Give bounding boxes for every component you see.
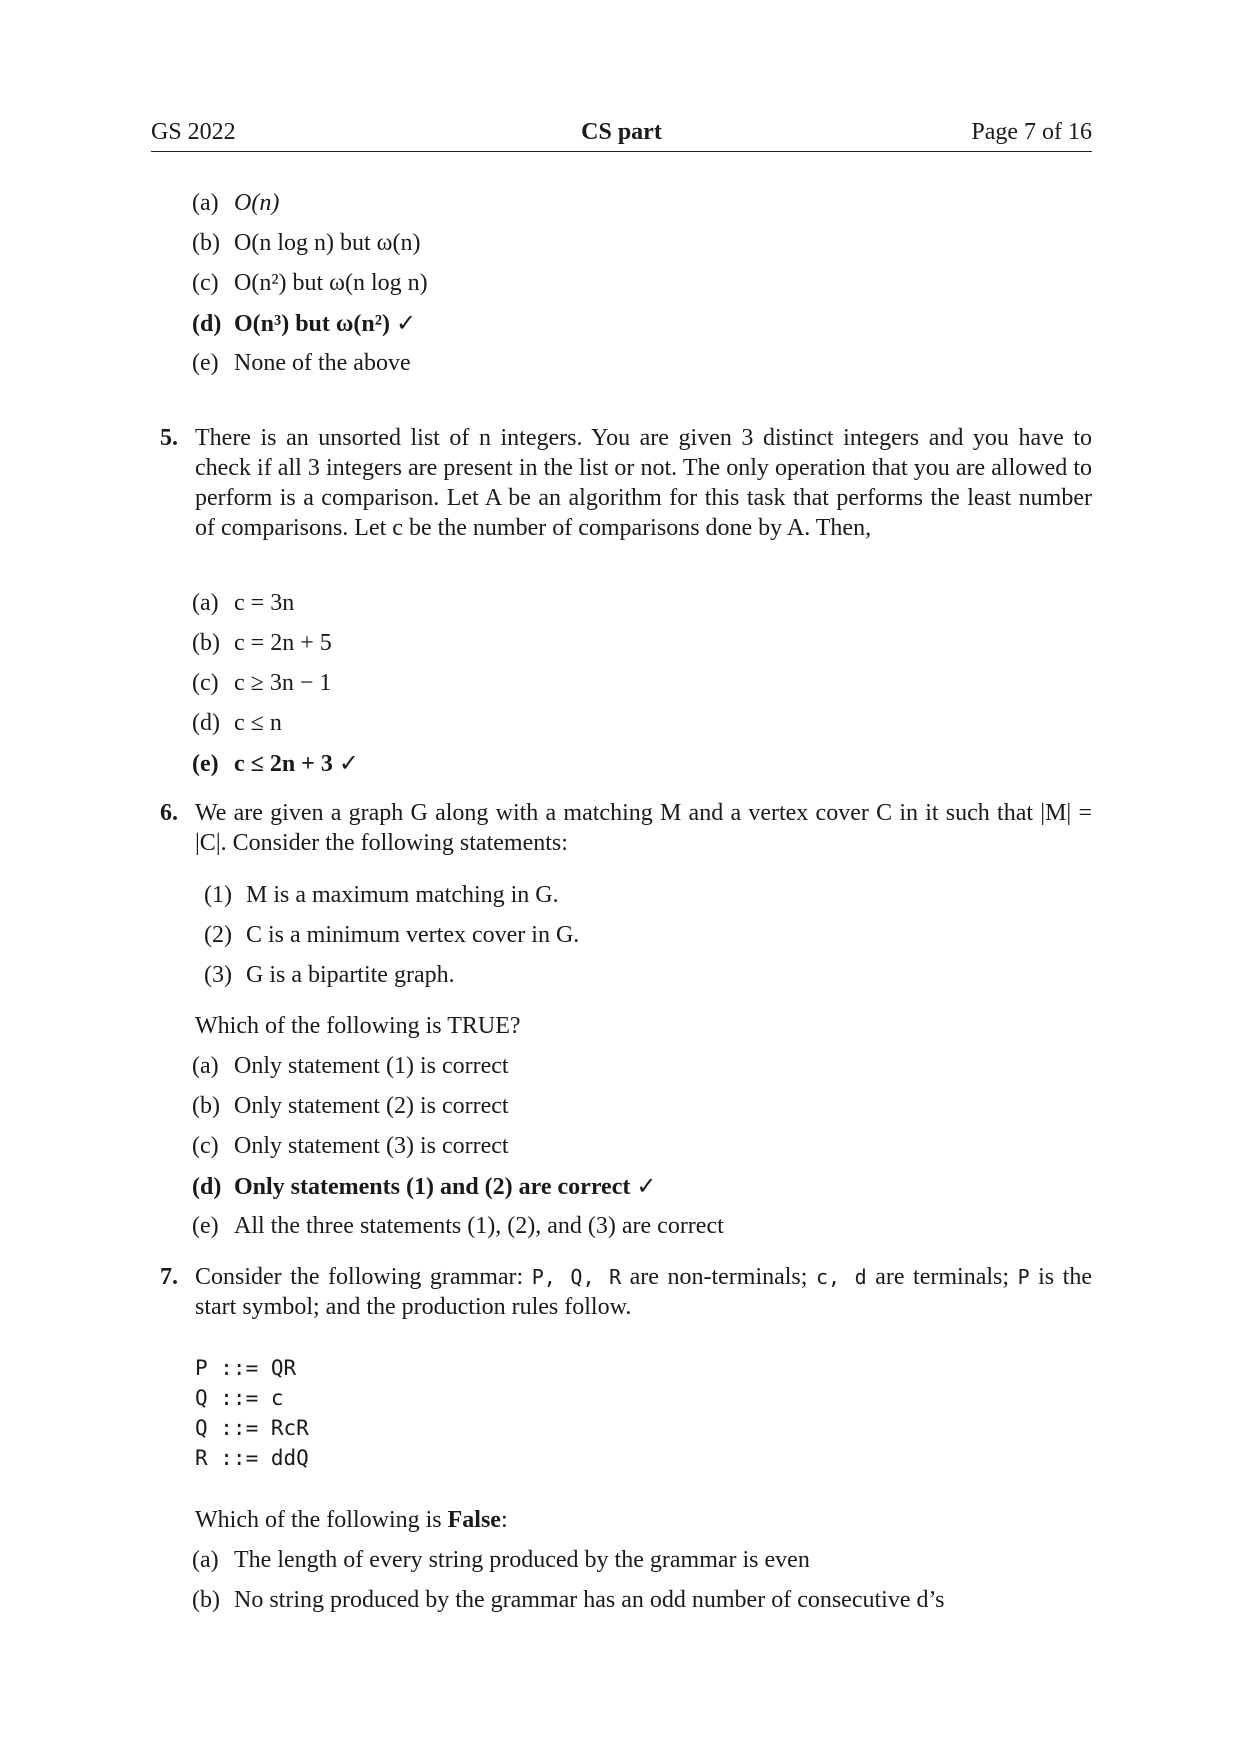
grammar-rule-2: Q ::= c	[195, 1386, 284, 1410]
option-text: Only statement (2) is correct	[234, 1093, 509, 1119]
q5-option-c	[192, 668, 331, 698]
option-text: No string produced by the grammar has an odd number of consecutive d’s	[234, 1587, 945, 1613]
grammar-rule-1: P ::= QR	[195, 1356, 297, 1380]
q6-option-b	[192, 1091, 509, 1121]
q5-option-a	[192, 588, 294, 618]
option-label: (a)	[192, 590, 219, 616]
check-icon: ✓	[338, 749, 359, 777]
q7-text-c: are terminals;	[866, 1264, 1018, 1290]
option-label: (d)	[192, 1174, 222, 1200]
q7-text	[195, 1262, 1092, 1322]
q4-option-c	[192, 268, 428, 298]
option-text: O(n³) but ω(n²)	[234, 311, 390, 337]
option-text: c = 3n	[234, 590, 295, 616]
q6-option-d	[192, 1171, 656, 1202]
q6-statement-2	[204, 920, 579, 950]
q7-prompt-bold: False	[447, 1507, 501, 1533]
q6-statement-3	[204, 960, 455, 990]
q6-statement-1	[204, 880, 559, 910]
option-text: O(n²) but ω(n log n)	[234, 270, 428, 296]
option-label: (c)	[192, 670, 219, 696]
option-text: c ≥ 3n − 1	[234, 670, 332, 696]
q7-text-a: Consider the following grammar:	[195, 1264, 532, 1290]
statement-label: (2)	[204, 922, 232, 948]
q5-number: 5.	[160, 425, 178, 451]
q4-option-b	[192, 228, 420, 258]
q7-text-d: is the start symbol; and the production rules follow.	[195, 1264, 1093, 1320]
q7-text-b: are non-terminals;	[621, 1264, 816, 1290]
option-label: (e)	[192, 751, 219, 777]
statement-text: C is a minimum vertex cover in G.	[246, 922, 580, 948]
q6-option-c	[192, 1131, 509, 1161]
q4-option-a	[192, 188, 279, 218]
statement-label: (1)	[204, 882, 232, 908]
q5-option-e	[192, 748, 359, 779]
option-label: (d)	[192, 311, 222, 337]
option-label: (e)	[192, 1213, 219, 1239]
q4-option-d	[192, 308, 416, 339]
grammar-rule-3: Q ::= RcR	[195, 1416, 309, 1440]
q7-number: 7.	[160, 1264, 178, 1290]
page-header	[151, 117, 1092, 152]
q5-option-d	[192, 708, 282, 738]
option-text: Only statement (1) is correct	[234, 1053, 509, 1079]
q7-option-b	[192, 1585, 944, 1615]
option-label: (a)	[192, 1547, 219, 1573]
q6-text: We are given a graph G along with a matching M and a vertex cover C in it such that |M| = |C|. Consider the following statements:	[195, 800, 1092, 856]
option-label: (b)	[192, 1587, 220, 1613]
statement-text: G is a bipartite graph.	[246, 962, 455, 988]
check-icon: ✓	[636, 1172, 657, 1200]
q7-nonterminals: P, Q, R	[531, 1265, 622, 1289]
option-label: (b)	[192, 230, 220, 256]
check-icon: ✓	[395, 309, 417, 337]
q4-option-e	[192, 348, 411, 378]
option-text: All the three statements (1), (2), and (3) are correct	[234, 1213, 724, 1239]
q7-start-symbol: P	[1017, 1265, 1030, 1289]
option-label: (c)	[192, 270, 219, 296]
option-text: c ≤ 2n + 3	[234, 751, 333, 777]
option-label: (b)	[192, 1093, 220, 1119]
page-number: Page 7 of 16	[971, 119, 1092, 145]
q6-option-e	[192, 1211, 724, 1241]
option-label: (d)	[192, 710, 220, 736]
q7-option-a	[192, 1545, 810, 1575]
q6-prompt: Which of the following is TRUE?	[195, 1013, 521, 1039]
section-title: CS part	[581, 119, 662, 145]
option-text: O(n)	[234, 190, 280, 216]
option-label: (e)	[192, 350, 219, 376]
statement-label: (3)	[204, 962, 232, 988]
option-label: (b)	[192, 630, 220, 656]
option-label: (a)	[192, 190, 219, 216]
q7-prompt	[195, 1505, 508, 1535]
statement-text: M is a maximum matching in G.	[246, 882, 559, 908]
q5-option-b	[192, 628, 332, 658]
option-text: c = 2n + 5	[234, 630, 332, 656]
q7-prompt-b: :	[500, 1507, 508, 1533]
option-text: O(n log n) but ω(n)	[234, 230, 421, 256]
exam-code: GS 2022	[151, 119, 236, 145]
option-text: Only statements (1) and (2) are correct	[234, 1174, 631, 1200]
q6-number: 6.	[160, 800, 178, 826]
grammar-rule-4: R ::= ddQ	[195, 1446, 309, 1470]
option-text: c ≤ n	[234, 710, 282, 736]
q5-text: There is an unsorted list of n integers. You are given 3 distinct integers and you have to check if all 3 integers are present in the list or not. The only operation that you are allowed to perform is a comparison. Let A be an algorithm for this task that performs the least number of comparisons. Let c be the number of comparisons done by A. Then,	[195, 425, 1092, 541]
option-label: (c)	[192, 1133, 219, 1159]
q7-prompt-a: Which of the following is	[195, 1507, 448, 1533]
option-text: Only statement (3) is correct	[234, 1133, 509, 1159]
option-text: None of the above	[234, 350, 411, 376]
q6-option-a	[192, 1051, 509, 1081]
q7-terminals: c, d	[815, 1265, 867, 1289]
option-label: (a)	[192, 1053, 219, 1079]
option-text: The length of every string produced by the grammar is even	[234, 1547, 810, 1573]
